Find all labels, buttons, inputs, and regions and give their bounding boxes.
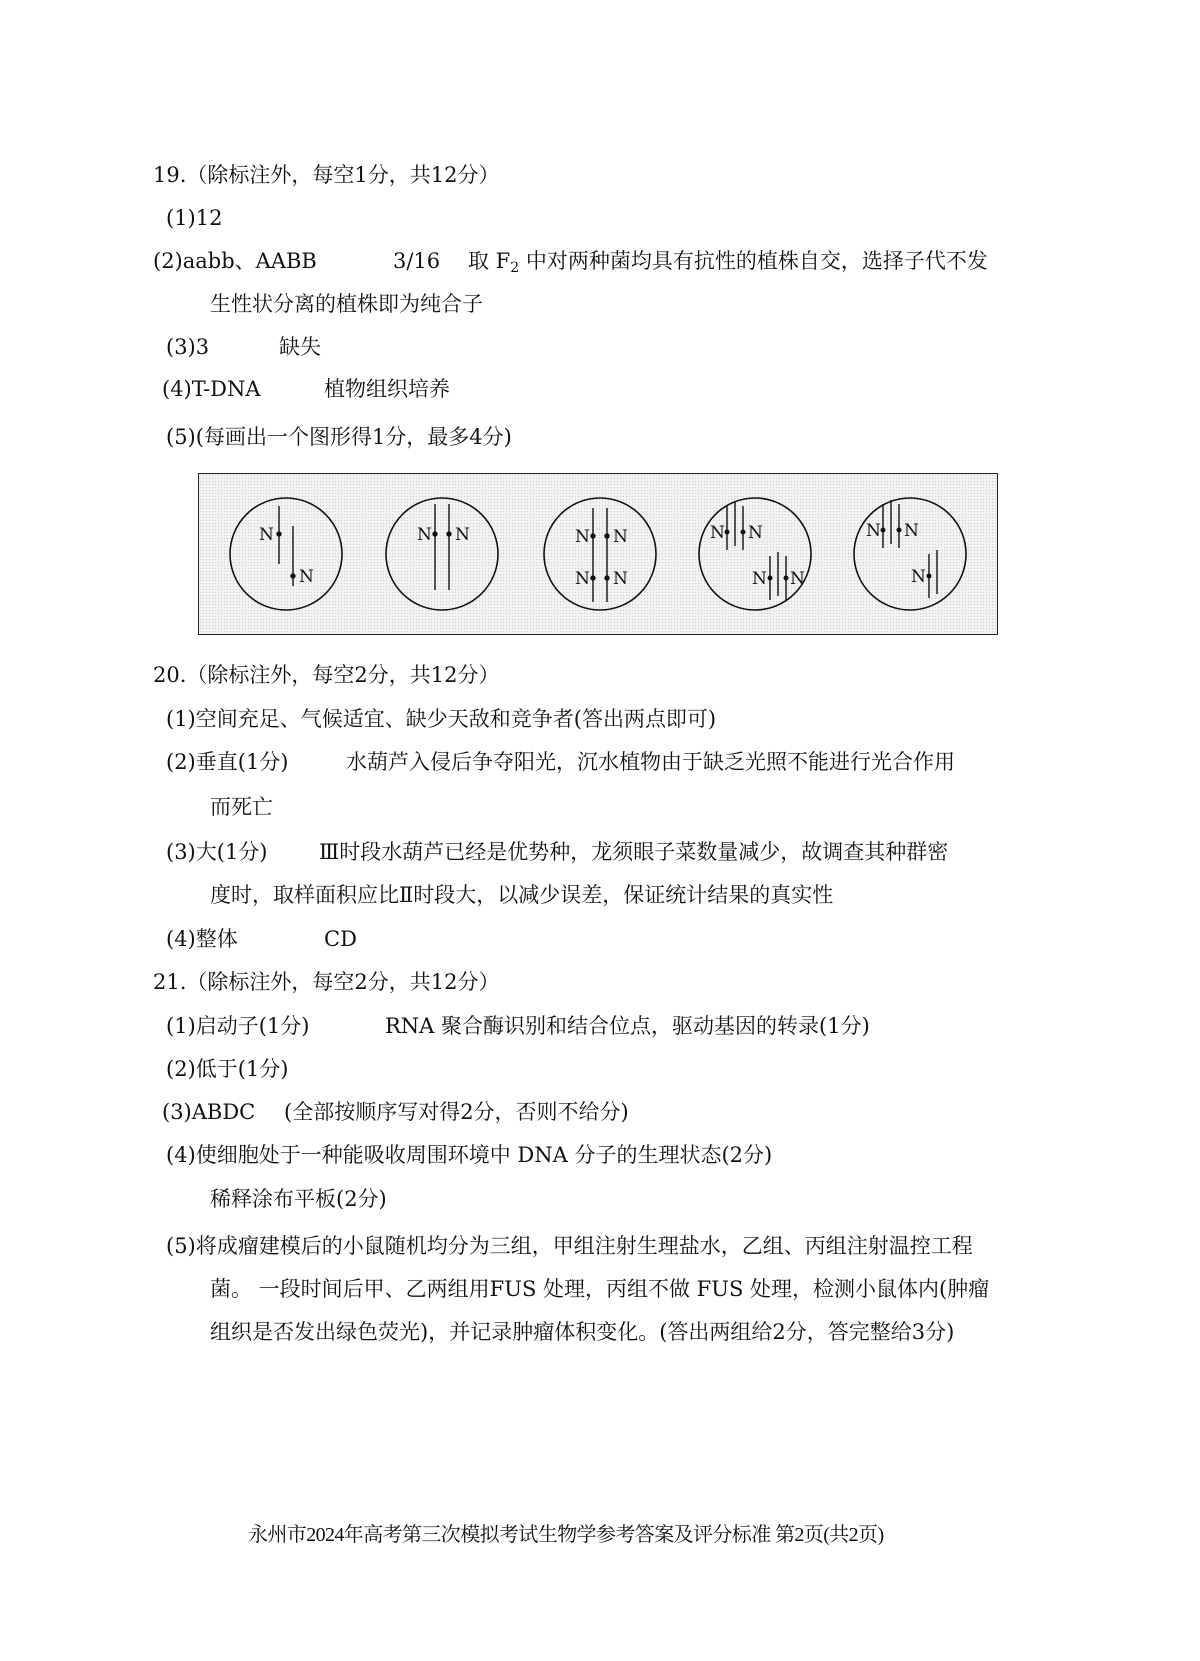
centromere xyxy=(784,576,788,580)
page-footer: 永州市2024年高考第三次模拟考试生物学参考答案及评分标准 第2页(共2页) xyxy=(248,1524,884,1546)
q19-answer-4-label: (4)T-DNA xyxy=(162,377,261,401)
cell-1-membrane xyxy=(230,498,342,610)
gene-label: N xyxy=(613,527,628,547)
q20-header: 20.（除标注外，每空2分，共12分） xyxy=(153,663,500,687)
q20-answer-3-ans: Ⅲ时段水葫芦已经是优势种，龙须眼子菜数量减少，故调查其种群密 xyxy=(319,840,949,864)
centromere xyxy=(591,534,595,538)
q19-answer-5: (5)(每画出一个图形得1分，最多4分) xyxy=(166,425,512,449)
gene-label: N xyxy=(748,523,763,543)
q20-answer-3-cont: 度时，取样面积应比Ⅱ时段大，以减少误差，保证统计结果的真实性 xyxy=(210,883,834,907)
q20-answer-2-ans: 水葫芦入侵后争夺阳光，沉水植物由于缺乏光照不能进行光合作用 xyxy=(346,750,955,774)
q19-answer-2-method xyxy=(468,247,988,282)
centromere xyxy=(725,530,729,534)
q21-answer-1 xyxy=(166,1012,870,1040)
q19-answer-4-ans: 植物组织培养 xyxy=(324,377,450,401)
q20-answer-2-cont: 而死亡 xyxy=(210,795,273,819)
gene-label: N xyxy=(710,523,725,543)
gene-label: N xyxy=(259,525,274,545)
q19-answer-4 xyxy=(162,375,450,403)
method-post: 中对两种菌均具有抗性的植株自交，选择子代不发 xyxy=(519,249,988,273)
q19-answer-2-ratio: 3/16 xyxy=(393,249,441,273)
gene-label: N xyxy=(911,567,926,587)
q19-answer-2 xyxy=(153,247,988,276)
q21-answer-3-ans: (全部按顺序写对得2分，否则不给分) xyxy=(284,1100,629,1124)
centromere xyxy=(277,532,281,536)
gene-label: N xyxy=(417,525,432,545)
centromere xyxy=(591,576,595,580)
q19-answer-2-label: (2)aabb、AABB xyxy=(153,249,317,273)
q20-answer-4 xyxy=(166,925,357,953)
q20-answer-2 xyxy=(166,748,955,776)
centromere xyxy=(291,574,295,578)
q21-answer-1-ans: RNA 聚合酶识别和结合位点，驱动基因的转录(1分) xyxy=(385,1014,870,1038)
cell-4-membrane xyxy=(699,498,811,610)
centromere xyxy=(881,528,885,532)
q21-answer-4-cont: 稀释涂布平板(2分) xyxy=(210,1187,387,1211)
chromosome-figure-svg xyxy=(199,474,999,636)
gene-label: N xyxy=(575,569,590,589)
q20-answer-4-label: (4)整体 xyxy=(166,927,238,951)
q21-answer-5-line-2: 菌。 一段时间后甲、乙两组用FUS 处理，丙组不做 FUS 处理，检测小鼠体内(肿瘤 xyxy=(210,1277,990,1301)
q21-answer-4: (4)使细胞处于一种能吸收周围环境中 DNA 分子的生理状态(2分) xyxy=(166,1143,773,1167)
cell-5 xyxy=(854,498,966,610)
centromere xyxy=(433,532,437,536)
gene-label: N xyxy=(455,525,470,545)
q19-answer-3-ans: 缺失 xyxy=(279,335,321,359)
method-subscript: 2 xyxy=(510,260,520,276)
centromere xyxy=(927,574,931,578)
gene-label: N xyxy=(299,567,314,587)
gene-label: N xyxy=(613,569,628,589)
cell-3 xyxy=(544,498,656,610)
q20-answer-2-label: (2)垂直(1分) xyxy=(166,750,289,774)
cell-5-membrane xyxy=(854,498,966,610)
gene-label: N xyxy=(752,569,767,589)
centromere xyxy=(897,528,901,532)
q19-answer-2-cont: 生性状分离的植株即为纯合子 xyxy=(210,292,483,316)
cell-3-membrane xyxy=(544,498,656,610)
q20-answer-1: (1)空间充足、气候适宜、缺少天敌和竞争者(答出两点即可) xyxy=(166,707,717,731)
chromosome-figure xyxy=(198,473,998,635)
q21-answer-2: (2)低于(1分) xyxy=(166,1057,289,1081)
centromere xyxy=(768,576,772,580)
q21-answer-3-label: (3)ABDC xyxy=(162,1100,256,1124)
q20-answer-4-ans: CD xyxy=(324,927,357,951)
gene-label: N xyxy=(866,521,881,541)
centromere xyxy=(605,576,609,580)
q20-answer-3 xyxy=(166,838,949,866)
centromere xyxy=(741,530,745,534)
cell-1 xyxy=(230,498,342,610)
q19-answer-3-label: (3)3 xyxy=(166,335,210,359)
q21-answer-5-line-1: (5)将成瘤建模后的小鼠随机均分为三组，甲组注射生理盐水，乙组、丙组注射温控工程 xyxy=(166,1234,973,1258)
gene-label: N xyxy=(575,527,590,547)
centromere xyxy=(447,532,451,536)
q19-answer-1: (1)12 xyxy=(166,206,223,230)
q21-answer-5-line-3: 组织是否发出绿色荧光)，并记录肿瘤体积变化。(答出两组给2分，答完整给3分) xyxy=(210,1320,955,1344)
q19-answer-3 xyxy=(166,333,321,361)
cell-2-membrane xyxy=(386,498,498,610)
gene-label: N xyxy=(790,569,805,589)
cell-4 xyxy=(699,498,811,610)
q21-answer-1-label: (1)启动子(1分) xyxy=(166,1014,310,1038)
cell-2 xyxy=(386,498,498,610)
q19-header: 19.（除标注外，每空1分，共12分） xyxy=(153,163,500,187)
q21-header: 21.（除标注外，每空2分，共12分） xyxy=(153,970,500,994)
q20-answer-3-label: (3)大(1分) xyxy=(166,840,268,864)
q21-answer-3 xyxy=(162,1098,629,1126)
centromere xyxy=(605,534,609,538)
gene-label: N xyxy=(904,521,919,541)
method-pre: 取 F xyxy=(468,249,511,273)
